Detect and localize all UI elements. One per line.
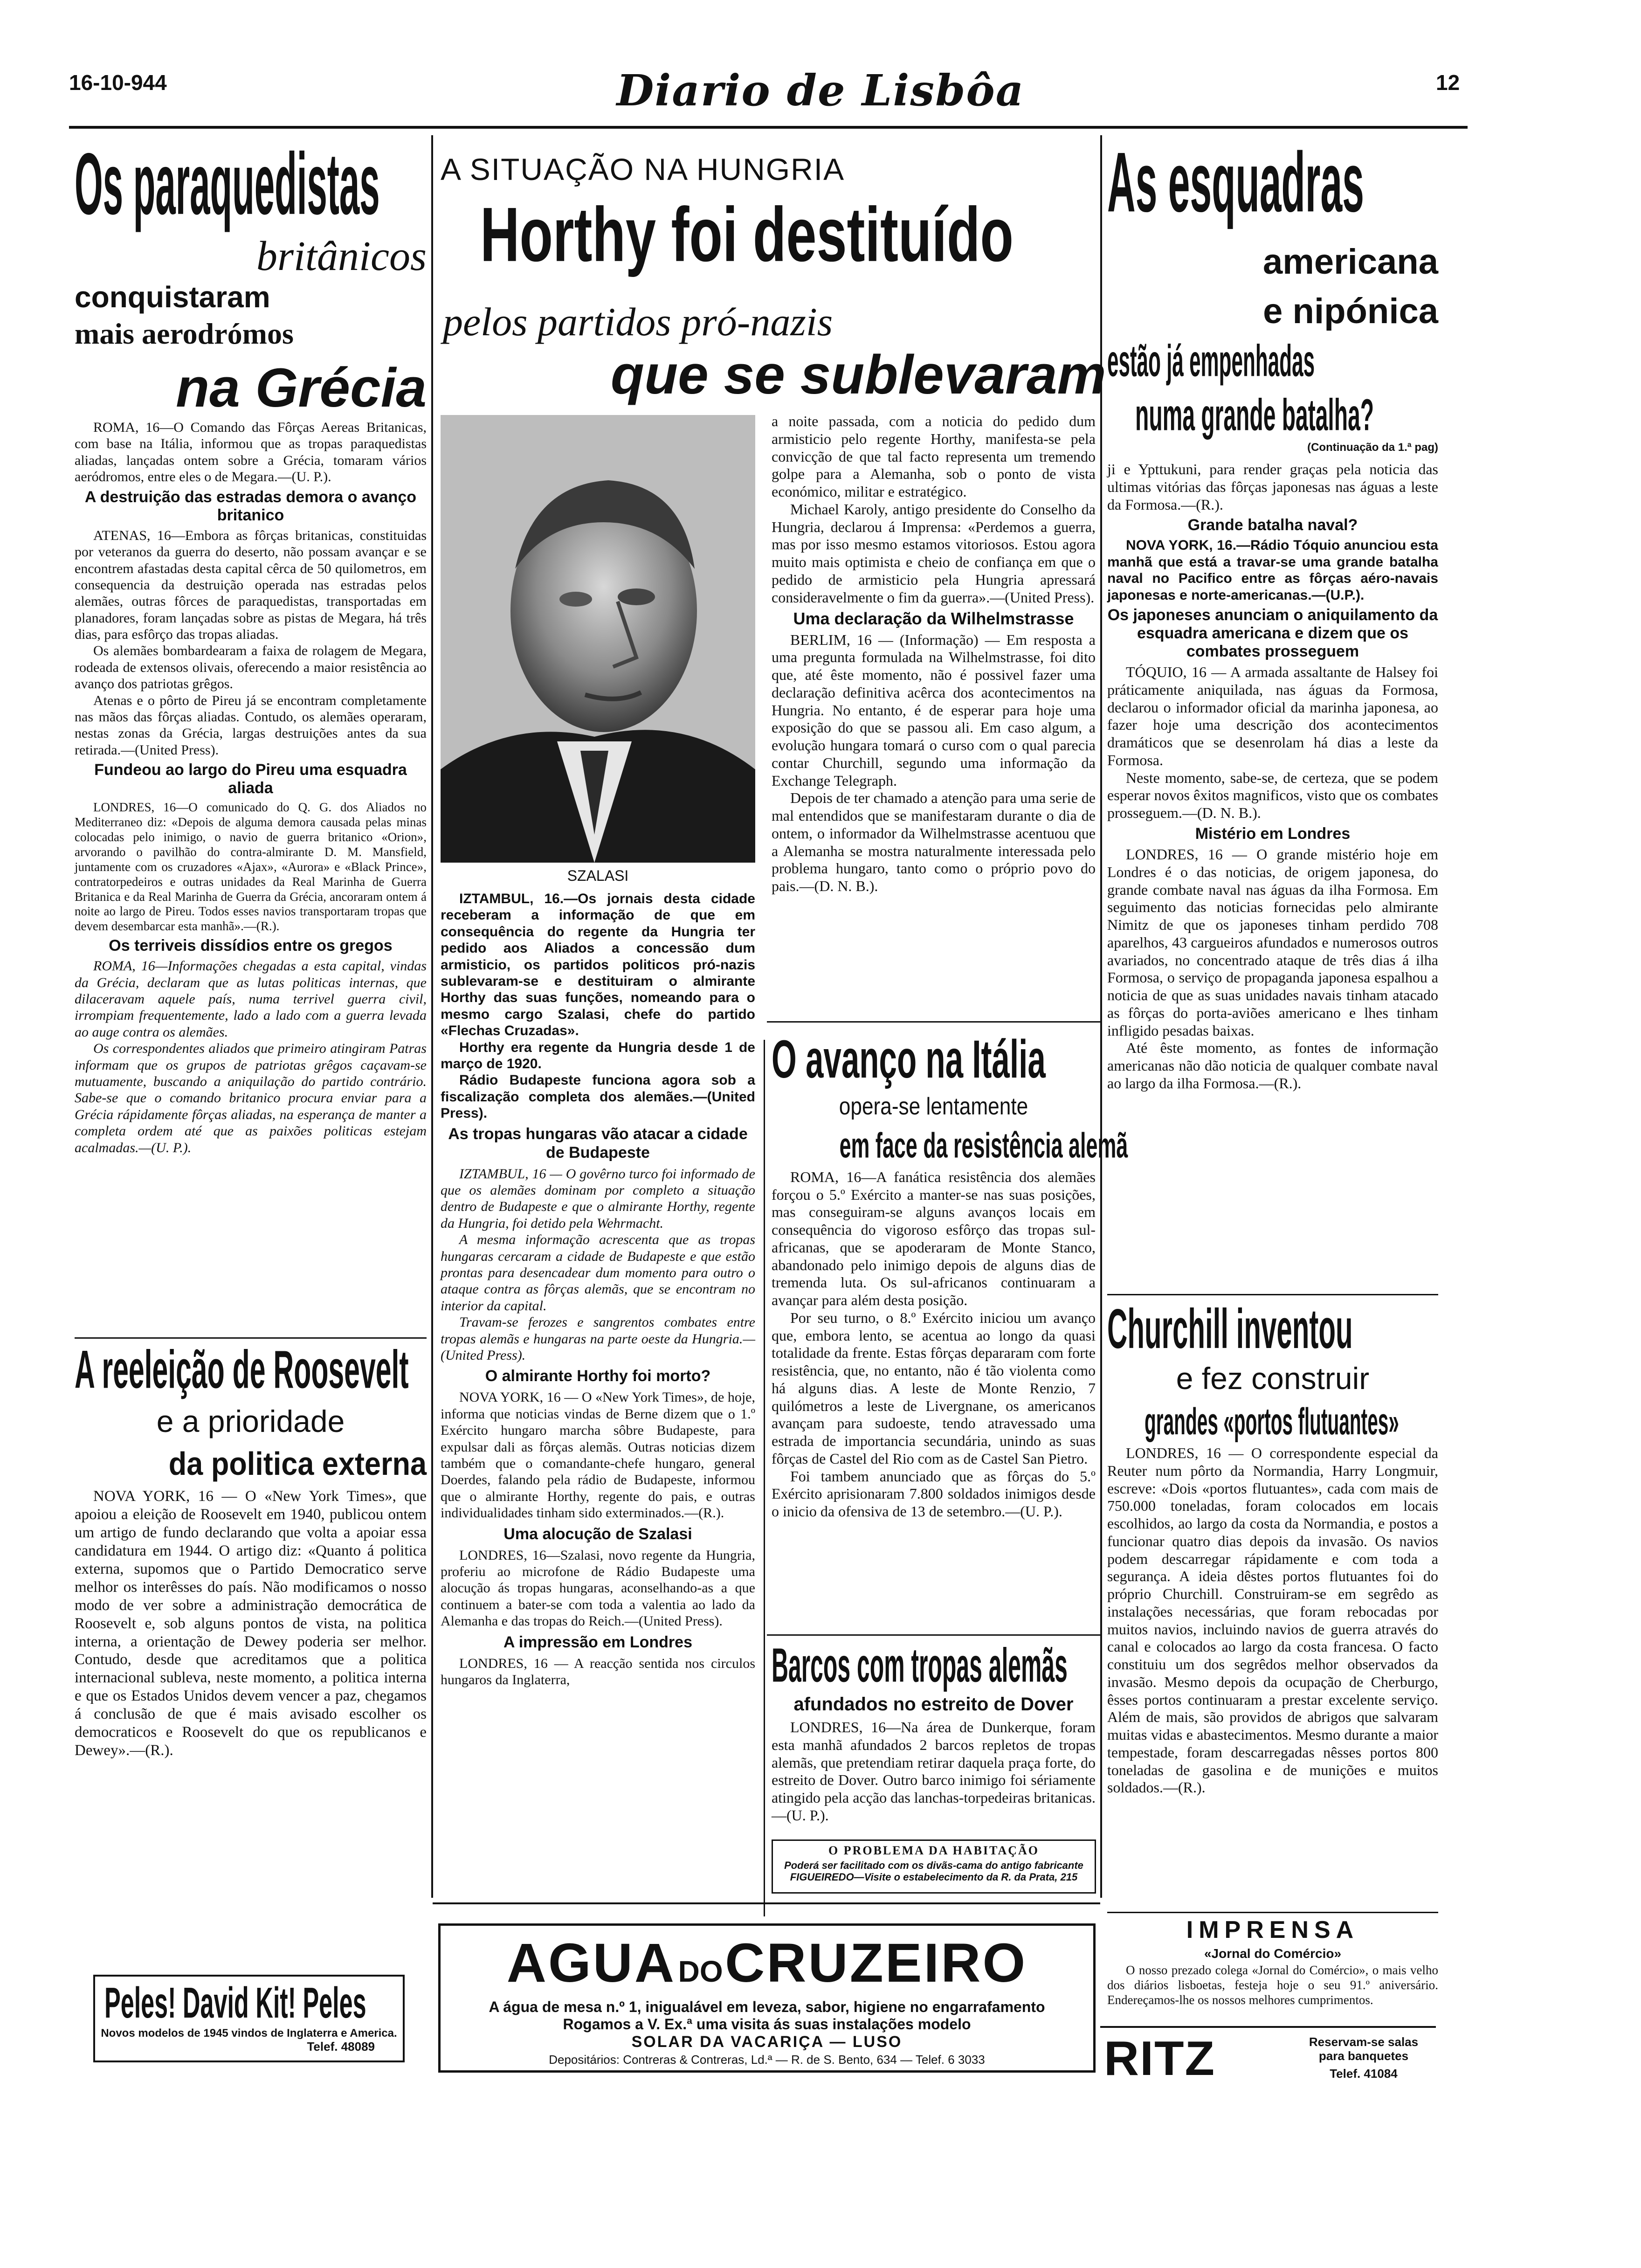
center-article-rule	[433, 1902, 1100, 1904]
paragraph: Os alemães bombardearam a faixa de rolagem de Megara, rodeada de extensos olivais, oferecendo a maior resistência ao avanço dos patriotas grêgos.	[75, 643, 427, 692]
headline-paraquedistas: Os paraquedistas	[75, 134, 380, 233]
headline-horthy: Horthy foi destituído	[480, 191, 1014, 277]
lead-paragraph: IZTAMBUL, 16.—Os jornais desta cidade receberam a informação de que em consequência do regente da Hungria ter pedido aos Aliados a concessão dum armisticio, os partidos politicos pró-nazis sublevaram-se e destituiram o almirante Horthy das suas funções, nomeando para o mesmo cargo Szalasi, chefe do partido «Flechas Cruzadas».	[441, 891, 755, 1039]
article-esquadras	[1107, 134, 1438, 1259]
headline-avanco-italia: O avanço na Itália	[772, 1029, 1046, 1090]
headline-reeleicao: A reeleição de Roosevelt	[75, 1340, 409, 1400]
headline-grecia: na Grécia	[176, 357, 427, 419]
ad-text: Poderá ser facilitado com os divãs-cama do antigo fabricante FIGUEIREDO—Visite o estabelecimento da R. da Prata, 215	[784, 1859, 1083, 1883]
subheading: Os japoneses anunciam o aniquilamento da esquadra americana e dizem que os combates prosseguem	[1107, 606, 1438, 661]
paragraph: ROMA, 16—O Comando das Fôrças Aereas Britanicas, com base na Itália, informou que as tropas paraquedistas aliadas, lançadas ontem sobre a Grécia, tomaram vários aeródromos, entre eles o de Megara.—(U. P.).	[75, 420, 427, 485]
ad-line: A água de mesa n.º 1, inigualável em leveza, sabor, higiene no engarrafamento	[489, 1998, 1045, 2015]
ad-title: AGUA DO CRUZEIRO	[506, 1932, 1027, 1994]
header-rule	[69, 126, 1468, 129]
ad-title: O PROBLEMA DA HABITAÇÃO	[828, 1844, 1040, 1857]
left-divider	[75, 1337, 427, 1339]
headline-sublevaram: que se sublevaram	[611, 344, 1106, 406]
subheading: Grande batalha naval?	[1187, 516, 1358, 534]
headline-dover: afundados no estreito de Dover	[793, 1694, 1074, 1715]
subheading: Uma declaração da Wilhelmstrasse	[793, 609, 1074, 629]
headline-barcos: Barcos com tropas alemãs	[772, 1639, 1068, 1693]
page-number: 12	[1436, 70, 1460, 95]
paragraph: LONDRES, 16—O comunicado do Q. G. dos Aliados no Mediterraneo diz: «Depois de alguma demora causada pelas minas colocadas pelo inimigo, o navio de guerra britanico «Orion», arvorando o pavilhão do contra-almirante D. M. Mansfield, juntamente com os cruzadores «Ajax», «Aurora» e «Black Prince», contratorpedeiros e outras unidades da Real Marinha de Guerra Britanica e da Real Marinha de Guerra da Grécia, ancoraram ontem á noite ao largo de Pireu. Todos esses navios transportaram tropas que devem desembarcar esta manhã».—(R.).	[75, 800, 427, 933]
subheading: A destruição das estradas demora o avanço britanico	[84, 488, 417, 524]
paragraph: Michael Karoly, antigo presidente do Conselho da Hungria, declarou á Imprensa: «Perdemos a guerra, mas por isso mesmo estamos vitoriosos. Estou agora muito mais optimista e cheio de confiança em que o pedido de armisticio pela Hungria apressará consideravelmente o fim da guerra».—(United Press).	[772, 500, 1096, 606]
headline-conquistaram: conquistaram	[75, 280, 270, 314]
paragraph: LONDRES, 16 — O correspondente especial da Reuter num pôrto da Normandia, Harry Longmuir, escreve: «Dois «portos flutuantes», cada com mais de 750.000 toneladas, foram colocados em locais escolhidos, ao largo da costa da Normandia, e postos a funcionar quatro dias depois da invasão. Os navios podem descarregar rápidamente e com toda a segurança. A ideia dêstes portos flutuantes foi do próprio Churchill. Construiram-se em segrêdo as instalações necessárias, que foram rebocadas por muitos navios, incluindo navios de guerra através do canal e colocados ao largo da costa francesa. O facto constituiu um dos segrêdos melhor observados da invasão. Mesmo depois da ocupação de Cherburgo, êsses portos continuaram a prestar excelente serviço. Além de mais, são providos de abrigos que salvaram muitas vidas e abastecimentos. Mesmo durante a maior tempestade, foram descarregadas nêsses portos 800 toneladas de gasolina e de munições e muitos soldados.—(R.).	[1107, 1445, 1438, 1796]
ad-line: Depositários: Contreras & Contreras, Ld.ª — R. de S. Bento, 634 — Telef. 6 3033	[549, 2052, 985, 2067]
paragraph: Atenas e o pôrto de Pireu já se encontram completamente nas mãos das fôrças aliadas. Contudo, os alemães operaram, nestas zonas da Grécia, largas destruições antes da sua retirada.—(United Press).	[75, 692, 427, 758]
headline-esquadras: As esquadras	[1107, 134, 1364, 230]
headline-churchill: Churchill inventou	[1107, 1297, 1353, 1361]
notice-imprensa	[1107, 1916, 1438, 2024]
paragraph: Neste momento, sabe-se, de certeza, que se podem esperar novos êxitos magnificos, visto que os combates prosseguem.—(D. N. B.).	[1107, 769, 1438, 822]
kicker-hungria: A SITUAÇÃO NA HUNGRIA	[441, 152, 845, 187]
subheading: As tropas hungaras vão atacar a cidade de Budapeste	[448, 1125, 748, 1162]
imprensa-title: IMPRENSA	[1186, 1916, 1359, 1943]
article-barcos	[772, 1641, 1096, 1828]
continuation-note: (Continuação da 1.ª pag)	[1307, 441, 1438, 454]
paragraph: ROMA, 16—A fanática resistência dos alemães forçou o 5.º Exército a manter-se nas suas posições, mas conseguiram-se alguns avanços locais em consequência do vigoroso esfôrço das tropas sul-africanas, que se apoderaram de Monte Stanco, abandonado pelo inimigo depois de alguns dias de tremenda luta. Os sul-africanos continuaram a avançar para além desta posição.	[772, 1168, 1096, 1309]
paragraph: Por seu turno, o 8.º Exército iniciou um avanço que, embora lento, se acentua ao longo da quasi totalidade da frente. Estas fôrças depararam com forte resistência, que, no entanto, não é tão violenta como há alguns dias. A leste de Monte Renzio, 7 quilómetros a leste de Livergnane, os americanos avançam para sudoeste, tendo atravessado uma estrada de importancia secundária, unindo as suas fôrças de Castel del Rio com as de Castel San Pietro.	[772, 1309, 1096, 1467]
headline-batalha: numa grande batalha?	[1135, 390, 1374, 440]
headline-prioridade: e a prioridade	[156, 1404, 345, 1438]
ad-phone: Telef. 48089	[307, 2039, 375, 2054]
paragraph: LONDRES, 16—Na área de Dunkerque, foram esta manhã afundados 2 barcos repletos de tropas alemãs, que pretendiam retirar daquela praça forte, do estreito de Dover. Outro barco inimigo foi sériamente atingido pela acção das lanchas-torpedeiras britanicas.—(U. P.).	[772, 1719, 1096, 1824]
headline-portos: grandes «portos flutuantes»	[1145, 1400, 1399, 1443]
paragraph: NOVA YORK, 16 — O «New York Times», que apoiou a eleição de Roosevelt em 1940, publicou ontem um artigo de fundo declarando que volta a apoiar essa candidatura em 1944. O artigo diz: «Quanto á politica externa, supomos que o Partido Democratico serve melhor os interêsses do país. Não modificamos o nosso modo de ver sobre a administração democrática de Roosevelt e, sob alguns pontos de vista, na politica interna, a orientação de Dewey poderia ser melhor. Contudo, desde que acreditamos que a politica internacional subleva, neste momento, a politica interna e que os Estados Unidos devem vencer a paz, chegamos á conclusão de que é mais avisado escolher os democraticos e Roosevelt do que os republicanos e Dewey».—(R.).	[75, 1488, 427, 1759]
paragraph: A mesma informação acrescenta que as tropas hungaras cercaram a cidade de Budapeste e que estão prontas para desencadear dum momento para outro o ataque contra as fôrças alemãs, que se encontram no interior da capital.	[441, 1232, 755, 1314]
subheading: Uma alocução de Szalasi	[503, 1525, 692, 1543]
ad-agua-cruzeiro	[438, 1923, 1096, 2073]
ritz-line: Reservam-se salas para banquetes	[1309, 2035, 1419, 2063]
subheading: Os terriveis dissídios entre os gregos	[109, 937, 393, 955]
column-rule-center	[764, 1040, 765, 1916]
paragraph: ATENAS, 16—Embora as fôrças britanicas, constituidas por veteranos da guerra do deserto, não possam avançar e se encontrem afastadas desta capital cêrca de 50 quilometros, em consequencia da destruição operada nas estradas pelos alemães, outras fôrces de paraquedistas, transportadas em planadores, foram lançadas sobre as pistas de Megara, há três dias, para esfôrço das tropas aliadas.	[75, 527, 427, 643]
lead-paragraph: Horthy era regente da Hungria desde 1 de março de 1920.	[441, 1039, 755, 1072]
hungary-column-2	[772, 413, 1096, 1014]
subheading: Fundeou ao largo do Pireu uma esquadra aliada	[94, 761, 407, 797]
headline-aerodromos: mais aerodrómos	[75, 317, 294, 350]
headline-niponica: e nipónica	[1263, 291, 1438, 331]
article-churchill	[1107, 1297, 1438, 1907]
ad-habitacao	[772, 1839, 1096, 1894]
paragraph: O nosso prezado colega «Jornal do Comércio», o mais velho dos diários lisboetas, festeja hoje o seu 91.º aniversário. Endereçamos-lhe os nossos melhores cumprimentos.	[1107, 1963, 1438, 2007]
paragraph: NOVA YORK, 16 — O «New York Times», de hoje, informa que noticias vindas de Berne dizem que o 1.º Exército hungaro marcha sôbre Budapeste, para expulsar dali as fôrças alemãs. Outras noticias dizem também que o comandante-chefe hungaro, general Doerdes, falando pela rádio de Budapeste, informou que o almirante Horthy, regente do pais, e outras individualidades tinham sido exterminados.—(R.).	[441, 1390, 755, 1521]
italy-top-rule	[767, 1021, 1100, 1023]
paragraph: a noite passada, com a noticia do pedido dum armisticio pelo regente Horthy, manifesta-se pela convicção de que tal facto representa um tremendo golpe para a Alemanha, sob o ponto de vista económico, militar e estratégico.	[772, 413, 1096, 500]
paragraph: ROMA, 16—Informações chegadas a esta capital, vindas da Grécia, declaram que as lutas politicas internas, que dilaceravam aquele país, numa terrivel guerra civil, irrompiam frequentemente, lado a lado com a guerra levada ao auge contra os alemães.	[75, 958, 427, 1040]
paragraph: Os correspondentes aliados que primeiro atingiram Patras informam que os grupos de patriotas grêgos caçavam-se mutuamente, buscando a aniquilação do partido contrário. Sabe-se que o comando britanico procura enviar para a Grécia rápidamente fôrças aliadas, na esperança de manter a completa ordem até que as paixões politicas estejam acalmadas.—(U. P.).	[75, 1041, 427, 1155]
headline-construir: e fez construir	[1176, 1361, 1370, 1396]
paragraph: ji e Ypttukuni, para render graças pela noticia das ultimas vitórias das fôrças japonesas nas águas a leste da Formosa.—(R.).	[1107, 461, 1438, 513]
article-italia	[772, 1029, 1128, 1625]
headline-lentamente: opera-se lentamente	[839, 1093, 1028, 1120]
headline-partidos: pelos partidos pró-nazis	[443, 299, 833, 344]
ad-david-kit	[93, 1975, 405, 2062]
portrait-image	[441, 415, 755, 863]
ritz-phone: Telef. 41084	[1330, 2067, 1398, 2081]
paragraph: IZTAMBUL, 16 — O govêrno turco foi informado de que os alemães dominam por completo a situação dentro de Budapeste e que o almirante Horthy, regente da Hungria, foi detido pela Wehrmacht.	[441, 1166, 755, 1231]
masthead: Diario de Lisbôa	[616, 65, 1025, 116]
paragraph: Depois de ter chamado a atenção para uma serie de mal entendidos que se manifestaram durante o dia de ontem, o informador da Wilhelmstrasse acentuou que a Alemanha se mostra naturalmente interessada pelo problema hungaro, tanto como o próprio povo do pais.—(D. N. B.).	[772, 789, 1096, 895]
imprensa-subtitle: «Jornal do Comércio»	[1204, 1946, 1342, 1961]
photo-caption: SZALASI	[567, 867, 629, 884]
right-divider	[1107, 1294, 1438, 1295]
ad-line: Rogamos a V. Ex.ª uma visita ás suas instalações modelo	[563, 2015, 971, 2033]
ritz-name: RITZ	[1104, 2032, 1216, 2086]
subheading: O almirante Horthy foi morto?	[485, 1367, 711, 1385]
issue-date: 16-10-944	[69, 70, 167, 95]
column-rule-left	[431, 135, 433, 1898]
headline-empenhadas: estão já empenhadas	[1107, 336, 1315, 386]
ad-line: SOLAR DA VACARIÇA — LUSO	[631, 2033, 903, 2051]
hungary-column-1	[441, 891, 755, 1898]
headline-politica-externa: da politica externa	[168, 1445, 427, 1482]
ad-ritz	[1100, 2026, 1436, 2084]
photo-szalasi	[441, 415, 755, 863]
barcos-top-rule	[767, 1634, 1100, 1636]
headline-americana: americana	[1262, 242, 1438, 282]
article-paraquedistas	[75, 134, 427, 1334]
lead-paragraph: Rádio Budapeste funciona agora sob a fiscalização completa dos alemães.—(United Press).	[441, 1072, 755, 1121]
paragraph: LONDRES, 16 — O grande mistério hoje em Londres é o das noticias, de origem japonesa, do grande combate naval nas águas da ilha Formosa. Em seguimento das noticias fornecidas pelo almirante Nimitz de que os japoneses tinham perdido 708 aparelhos, 43 cargueiros afundados e numerosos outros avariados, no concentrado ataque de três dias á ilha Formosa, o serviço de propaganda japonesa espalhou a noticia de que as suas unidades navais tinham atacado as fôrças do porta-aviões americano e lhes tinham infligido pesadas baixas.	[1107, 846, 1438, 1039]
paragraph: NOVA YORK, 16.—Rádio Tóquio anunciou esta manhã que está a travar-se uma grande batalha naval no Pacifico entre as fôrças aéro-navais japonesas e norte-americanas.—(U.P.).	[1107, 538, 1438, 603]
article-roosevelt	[75, 1340, 427, 1949]
subheading: Mistério em Londres	[1195, 824, 1351, 843]
paragraph: Travam-se ferozes e sangrentos combates entre tropas alemãs e hungaras na parte oeste da Hungria.—(United Press).	[441, 1314, 755, 1363]
ad-title: Peles! David Kit! Peles	[104, 1978, 366, 2027]
paragraph: BERLIM, 16 — (Informação) — Em resposta a uma pregunta formulada na Wilhelmstrasse, foi dito que, até êste momento, não é possivel fazer uma declaração definitiva acêrca dos acontecimentos na Hungria. No entanto, é de esperar para hoje uma exposição do que se passou ali. Em caso algum, a evolução hungara tomará o curso com o qual parecia contar Churchill, segundo uma informação da Exchange Telegraph.	[772, 631, 1096, 789]
paragraph: LONDRES, 16—Szalasi, novo regente da Hungria, proferiu ao microfone de Rádio Budapeste uma alocução ás tropas hungaras, aconselhando-as a que continuem a bater-se com toda a valentia ao lado da Alemanha e das tropas do Reich.—(United Press).	[441, 1547, 755, 1629]
subheading: A impressão em Londres	[503, 1633, 692, 1651]
paragraph: Até êste momento, as fontes de informação americanas não dão noticia de qualquer combate naval ao largo da ilha Formosa.—(R.).	[1107, 1039, 1438, 1092]
ad-line: Novos modelos de 1945 vindos de Inglaterra e America.	[101, 2027, 397, 2040]
paragraph: Foi tambem anunciado que as fôrças do 5.º Exército aprisionaram 7.800 soldados inimigos desde o inicio da ofensiva de 13 de setembro.—(U. P.).	[772, 1467, 1096, 1520]
paragraph: TÓQUIO, 16 — A armada assaltante de Halsey foi práticamente aniquilada, nas águas da Formosa, declarou o informador oficial da marinha japonesa, ao fazer hoje uma descrição dos acontecimentos dramáticos que se desenrolam há dias a leste da Formosa.	[1107, 664, 1438, 768]
paragraph: LONDRES, 16 — A reacção sentida nos circulos hungaros da Inglaterra,	[441, 1655, 755, 1688]
headline-britanicos: britânicos	[256, 233, 427, 279]
imprensa-rule	[1107, 1912, 1438, 1913]
headline-resistencia: em face da resistência alemã	[839, 1125, 1128, 1165]
